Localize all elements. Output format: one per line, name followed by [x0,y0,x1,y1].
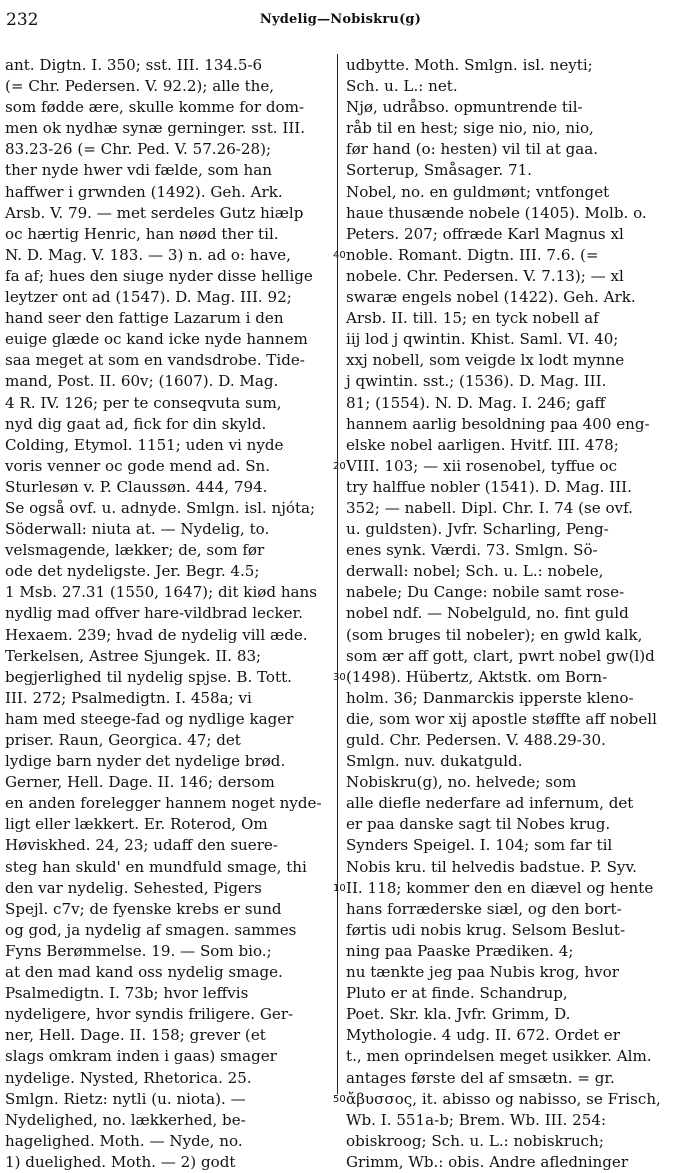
text-line [346,603,674,624]
line-number-marker: 10 [333,882,346,894]
line-text: (som bruges til nobeler); en gwld kalk, [346,625,643,644]
line-text: slags omkram inden i gaas) smager [5,1047,277,1066]
text-line [5,97,327,118]
line-text: VIII. 103; — xii rosenobel, tyffue oc [346,456,618,475]
line-text: iij lod j qwintin. Khist. Saml. VI. 40; [346,330,619,349]
line-text: en anden forelegger hannem noget nyde- [5,794,322,813]
text-line [5,329,327,350]
text-line [346,477,674,498]
text-line [5,920,327,941]
text-line [346,435,674,456]
text-line [346,835,674,856]
text-line [5,625,327,646]
text-line [346,1152,674,1173]
line-text: velsmagende, lækker; de, som før [5,541,265,560]
line-text: som ær aff gott, clart, pwrt nobel gw(l)d [346,646,655,665]
line-number-marker: 50 [333,1093,346,1105]
line-text: at den mad kand oss nydelig smage. [5,963,283,982]
line-text: ἄβυσσος, it. abisso og nabisso, se Frisch, [346,1089,661,1108]
line-text: 81; (1554). N. D. Mag. I. 246; gaff [346,393,606,412]
text-line [346,329,674,350]
text-line [5,540,327,561]
text-line [346,519,674,540]
text-line [346,1004,674,1025]
line-text: mand, Post. II. 60v; (1607). D. Mag. [5,372,279,391]
line-text: nabele; Du Cange: nobile samt rose- [346,583,625,602]
line-text: Nobel, no. en guldmønt; vntfonget [346,182,610,201]
text-line [5,1046,327,1067]
line-text: (1498). Hübertz, Aktstk. om Born- [346,667,608,686]
line-text: obiskroog; Sch. u. L.: nobiskruch; [346,1131,604,1150]
line-text: Sturlesøn v. P. Claussøn. 444, 794. [5,477,268,496]
line-text: Psalmedigtn. I. 73b; hvor leffvis [5,984,249,1003]
text-line [5,857,327,878]
line-text: Smlgn. Rietz: nytli (u. niota). — [5,1089,246,1108]
text-line [5,245,327,266]
text-line [346,97,674,118]
line-text: Pluto er at finde. Schandrup, [346,984,568,1003]
line-text: Mythologie. 4 udg. II. 672. Ordet er [346,1026,620,1045]
line-text: Arsb. V. 79. — met serdeles Gutz hiælp [5,203,304,222]
line-text: 352; — nabell. Dipl. Chr. I. 74 (se ovf. [346,498,633,517]
line-text: 83.23-26 (= Chr. Ped. V. 57.26-28); [5,140,272,159]
line-text: saa meget at som en vandsdrobe. Tide- [5,351,305,370]
text-line [346,646,674,667]
line-text: euige glæde oc kand icke nyde hannem [5,330,308,349]
text-line [5,393,327,414]
text-line [346,1025,674,1046]
text-line [346,203,674,224]
text-line [5,793,327,814]
line-number-marker: 30 [333,671,346,683]
line-text: xxj nobell, som veigde lx lodt mynne [346,351,625,370]
right-column [333,55,674,1173]
text-line [346,371,674,392]
text-line [333,245,674,266]
line-text: steg han skuld' en mundfuld smage, thi [5,857,307,876]
line-text: alle diefle nederfare ad infernum, det [346,794,634,813]
line-text: voris venner oc gode mend ad. Sn. [5,456,271,475]
line-text: Hexaem. 239; hvad de nydelig vill æde. [5,625,308,644]
text-line [5,203,327,224]
text-line [346,814,674,835]
text-line [346,118,674,139]
text-line [346,308,674,329]
text-line [5,814,327,835]
text-line [5,477,327,498]
text-line [333,878,674,899]
text-line [5,1004,327,1025]
line-text: Sorterup, Småsager. 71. [346,161,532,180]
line-text: haffwer i grwnden (1492). Geh. Ark. [5,182,283,201]
line-text: die, som wor xij apostle støffte aff nobell [346,709,657,728]
line-number-marker: 20 [333,460,346,472]
text-line [5,456,327,477]
text-line [346,561,674,582]
line-text: Arsb. II. till. 15; en tyck nobell af [346,309,599,328]
line-text: Sch. u. L.: net. [346,77,458,96]
line-number-marker: 40 [333,249,346,261]
text-line [346,962,674,983]
text-line [346,941,674,962]
line-text: Peters. 207; offræde Karl Magnus xl [346,224,624,243]
line-text: Smlgn. nuv. dukatguld. [346,752,523,771]
text-line [346,540,674,561]
text-line [346,182,674,203]
line-text: hand seer den fattige Lazarum i den [5,309,284,328]
line-text: hannem aarlig besoldning paa 400 eng- [346,414,650,433]
text-line [5,1152,327,1173]
text-line [346,1046,674,1067]
line-text: 1 Msb. 27.31 (1550, 1647); dit kiød hans [5,583,318,602]
text-line [346,625,674,646]
line-text: Söderwall: niuta at. — Nydelig, to. [5,520,270,539]
text-line [5,266,327,287]
text-line [346,857,674,878]
text-line [346,393,674,414]
line-text: ligt eller lækkert. Er. Roterod, Om [5,815,268,834]
running-title: Nydelig—Nobiskru(g) [259,12,422,27]
line-text: elske nobel aarligen. Hvitf. III. 478; [346,435,619,454]
left-column [5,55,327,1173]
line-text: og god, ja nydelig af smagen. sammes [5,920,297,939]
text-line [5,899,327,920]
line-text: Terkelsen, Astree Sjungek. II. 83; [5,646,262,665]
text-line [5,182,327,203]
line-text: nydeligere, hvor syndis friligere. Ger- [5,1005,294,1024]
line-text: Spejl. c7v; de fyenske krebs er sund [5,899,282,918]
text-line [346,983,674,1004]
text-line [5,139,327,160]
line-text: lydige barn nyder det nydelige brød. [5,752,286,771]
text-line [5,582,327,603]
text-line [5,308,327,329]
line-text: guld. Chr. Pedersen. V. 488.29-30. [346,731,606,749]
line-text: (= Chr. Pedersen. V. 92.2); alle the, [5,77,275,96]
line-text: Colding, Etymol. 1151; uden vi nyde [5,435,284,454]
line-text: j qwintin. sst.; (1536). D. Mag. III. [346,372,607,391]
text-line [346,224,674,245]
text-line [333,667,674,688]
text-line [5,646,327,667]
line-text: haue thusænde nobele (1405). Molb. o. [346,203,647,222]
text-line [333,456,674,477]
line-text: 1) duelighed. Moth. — 2) godt [5,1152,236,1171]
line-text: leytzer ont ad (1547). D. Mag. III. 92; [5,288,292,307]
text-line [5,498,327,519]
line-text: Høviskhed. 24, 23; udaff den suere- [5,836,278,855]
line-text: Njø, udråbso. opmuntrende til- [346,98,583,117]
text-line [346,287,674,308]
text-line [346,498,674,519]
text-line [5,772,327,793]
text-line [5,941,327,962]
text-line [5,878,327,899]
line-text: Wb. I. 551a-b; Brem. Wb. III. 254: [346,1110,607,1129]
text-line [5,414,327,435]
text-line [346,414,674,435]
text-line [5,1110,327,1131]
text-line [5,519,327,540]
line-text: fa af; hues den siuge nyder disse hellige [5,266,313,285]
line-text: er paa danske sagt til Nobes krug. [346,815,611,834]
page-number: 232 [6,10,39,30]
line-text: nydelige. Nysted, Rhetorica. 25. [5,1068,252,1087]
line-text: udbytte. Moth. Smlgn. isl. neyti; [346,56,593,74]
line-text: hans forræderske siæl, og den bort- [346,899,622,918]
line-text: ode det nydeligste. Jer. Begr. 4.5; [5,562,260,581]
text-line [346,920,674,941]
text-line [5,730,327,751]
line-text: t., men oprindelsen meget usikker. Alm. [346,1047,652,1066]
text-line [5,603,327,624]
line-text: nu tænkte jeg paa Nubis krog, hvor [346,963,619,982]
line-text: ning paa Paaske Prædiken. 4; [346,941,574,960]
text-line [5,1089,327,1110]
text-line [5,160,327,181]
text-line [5,118,327,139]
text-line [333,1089,674,1110]
line-text: III. 272; Psalmedigtn. I. 458a; vi [5,688,252,707]
line-text: nyd dig gaat ad, fick for din skyld. [5,414,267,433]
text-line [346,582,674,603]
text-line [346,350,674,371]
line-text: oc hærtig Henric, han nøød ther til. [5,224,279,243]
text-line [5,667,327,688]
text-line [5,55,327,76]
line-text: 4 R. IV. 126; per te conseqvuta sum, [5,393,282,412]
text-line [5,962,327,983]
line-text: swaræ engels nobel (1422). Geh. Ark. [346,288,636,307]
line-text: nobel ndf. — Nobelguld, no. fint guld [346,604,629,623]
line-text: før hand (o: hesten) vil til at gaa. [346,140,599,159]
text-line [5,983,327,1004]
line-text: holm. 36; Danmarckis ipperste kleno- [346,688,634,707]
text-line [346,730,674,751]
line-text: nobele. Chr. Pedersen. V. 7.13); — xl [346,266,624,285]
line-text: Poet. Skr. kla. Jvfr. Grimm, D. [346,1005,571,1024]
line-text: hagelighed. Moth. — Nyde, no. [5,1131,243,1150]
line-text: Se også ovf. u. adnyde. Smlgn. isl. njóta; [5,498,316,517]
text-line [346,751,674,772]
text-line [5,561,327,582]
text-line [5,287,327,308]
text-line [5,1068,327,1089]
line-text: Nydelighed, no. lækkerhed, be- [5,1110,246,1129]
text-line [5,435,327,456]
line-text: men ok nydhæ synæ gerninger. sst. III. [5,119,306,138]
text-line [346,55,674,76]
text-line [5,835,327,856]
line-text: derwall: nobel; Sch. u. L.: nobele, [346,562,604,581]
line-text: Fyns Berømmelse. 19. — Som bio.; [5,941,272,960]
text-line [346,1068,674,1089]
line-text: førtis udi nobis krug. Selsom Beslut- [346,920,626,939]
line-text: råb til en hest; sige nio, nio, nio, [346,119,594,138]
line-text: Nobiskru(g), no. helvede; som [346,773,577,792]
text-line [346,793,674,814]
text-line [346,1110,674,1131]
line-text: priser. Raun, Georgica. 47; det [5,731,241,749]
line-text: ther nyde hwer vdi fælde, som han [5,161,272,180]
text-line [346,899,674,920]
line-text: N. D. Mag. V. 183. — 3) n. ad o: have, [5,245,291,264]
text-line [346,709,674,730]
line-text: Gerner, Hell. Dage. II. 146; dersom [5,773,275,792]
text-line [5,709,327,730]
line-text: ant. Digtn. I. 350; sst. III. 134.5-6 [5,56,263,74]
text-line [5,1025,327,1046]
column-divider [337,54,338,1094]
text-line [5,751,327,772]
text-line [346,688,674,709]
line-text: nydlig mad offver hare-vildbrad lecker. [5,604,303,623]
text-line [346,139,674,160]
text-line [346,772,674,793]
line-text: Nobis kru. til helvedis badstue. P. Syv. [346,857,637,876]
line-text: som fødde ære, skulle komme for dom- [5,98,305,117]
line-text: try halffue nobler (1541). D. Mag. III. [346,477,632,496]
line-text: den var nydelig. Sehested, Pigers [5,878,262,897]
line-text: ham med steege-fad og nydlige kager [5,709,294,728]
text-line [5,1131,327,1152]
line-text: Synders Speigel. I. 104; som far til [346,836,613,855]
text-line [5,688,327,709]
line-text: Grimm, Wb.: obis. Andre afledninger [346,1152,629,1171]
line-text: noble. Romant. Digtn. III. 7.6. (= [346,245,599,264]
text-line [5,371,327,392]
line-text: antages første del af smsætn. = gr. [346,1068,615,1087]
line-text: ner, Hell. Dage. II. 158; grever (et [5,1026,266,1045]
text-line [5,224,327,245]
line-text: u. guldsten). Jvfr. Scharling, Peng- [346,520,609,539]
text-line [346,1131,674,1152]
text-line [346,160,674,181]
text-line [346,266,674,287]
text-line [346,76,674,97]
line-text: enes synk. Værdi. 73. Smlgn. Sö- [346,541,598,560]
line-text: begjerlighed til nydelig spjse. B. Tott. [5,667,292,686]
text-line [5,350,327,371]
line-text: II. 118; kommer den en diævel og hente [346,878,654,897]
text-line [5,76,327,97]
